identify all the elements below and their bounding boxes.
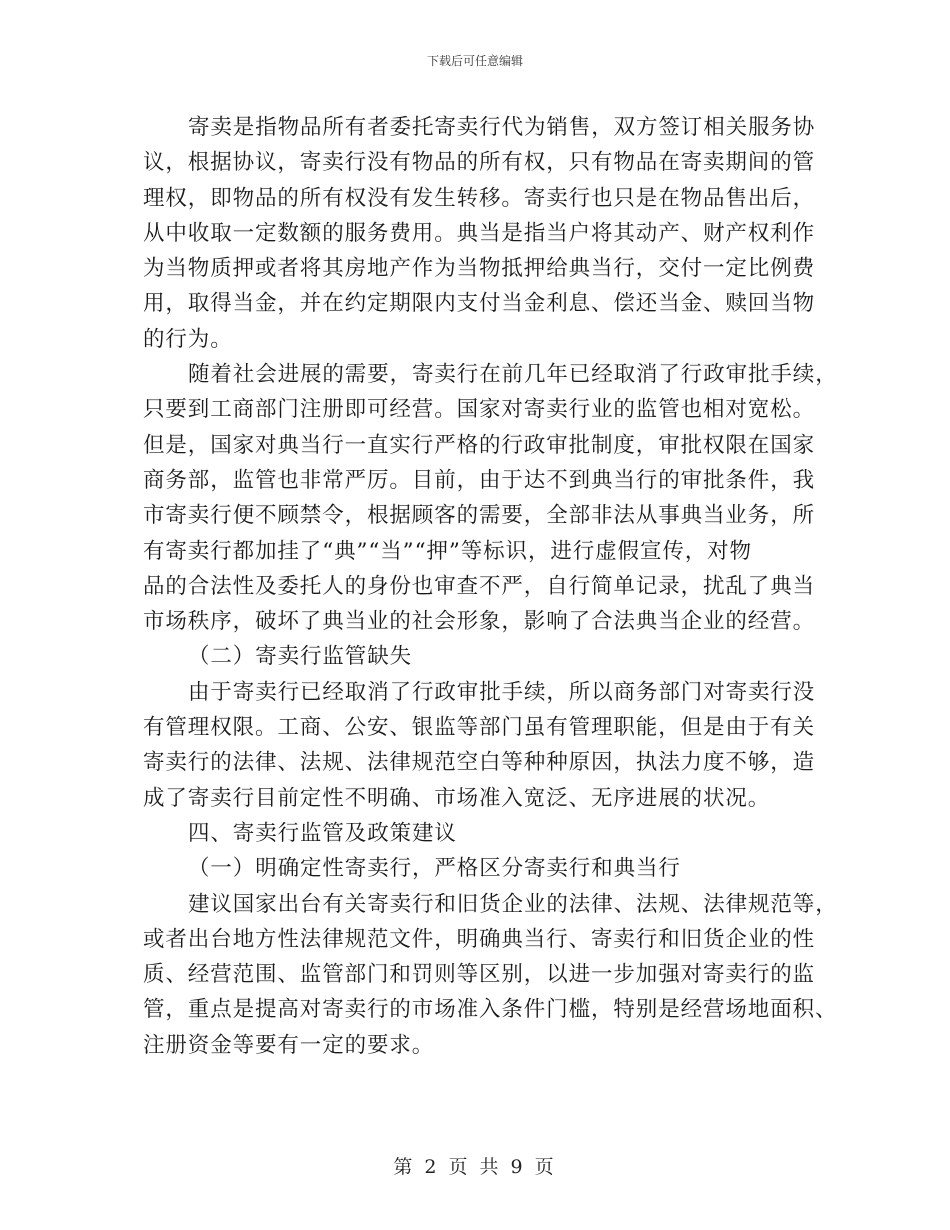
paragraph-consignment-definition	[143, 110, 816, 357]
paragraph-regulation-status	[143, 357, 838, 639]
text-line: 从中收取一定数额的服务费用。典当是指当户将其动产、财产权利作	[143, 220, 816, 246]
text-line: 用，取得当金，并在约定期限内支付当金利息、偿还当金、赎回当物	[143, 291, 816, 317]
text-line: （二）寄卖行监管缺失	[188, 644, 413, 670]
section-heading-policy-suggestions	[143, 816, 807, 851]
text-line: 市场秩序，破坏了典当业的社会形象，影响了合法典当企业的经营。	[143, 609, 816, 635]
text-line: 有寄卖行都加挂了“典”“当”“押”等标识，进行虚假宣传，对物	[143, 538, 752, 564]
text-line: 寄卖行的法律、法规、法律规范空白等种种原因，执法力度不够，造	[143, 750, 816, 776]
page-number-footer: 第 2 页 共 9 页	[393, 1156, 557, 1178]
text-line: 随着社会进展的需要，寄卖行在前几年已经取消了行政审批手续，	[188, 362, 838, 388]
text-line: 品的合法性及委托人的身份也审查不严，自行简单记录，扰乱了典当	[143, 573, 816, 599]
text-line: 有管理权限。工商、公安、银监等部门虽有管理职能，但是由于有关	[143, 715, 816, 741]
text-line: 商务部，监管也非常严厉。目前，由于达不到典当行的审批条件，我	[143, 467, 816, 493]
paragraph-legislation-suggestion	[143, 887, 838, 1063]
text-line: 只要到工商部门注册即可经营。国家对寄卖行业的监管也相对宽松。	[143, 397, 816, 423]
paragraph-supervision-lack	[143, 675, 816, 816]
text-line: 或者出台地方性法律规范文件，明确典当行、寄卖行和旧货企业的性	[143, 926, 816, 952]
text-line: 建议国家出台有关寄卖行和旧货企业的法律、法规、法律规范等，	[188, 891, 838, 917]
text-line: 管，重点是提高对寄卖行的市场准入条件门槛，特别是经营场地面积、	[143, 997, 838, 1023]
text-line: 寄卖是指物品所有者委托寄卖行代为销售，双方签订相关服务协	[188, 115, 816, 140]
subsection-heading-clarify-nature	[143, 851, 807, 886]
text-line: 四、寄卖行监管及政策建议	[188, 820, 457, 846]
text-line: 的行为。	[143, 326, 233, 352]
text-line: 但是，国家对典当行一直实行严格的行政审批制度，审批权限在国家	[143, 432, 816, 458]
text-line: 议，根据协议，寄卖行没有物品的所有权，只有物品在寄卖期间的管	[143, 150, 816, 176]
text-line: 理权，即物品的所有权没有发生转移。寄卖行也只是在物品售出后，	[143, 185, 816, 211]
page-header: 下载后可任意编辑	[426, 54, 523, 68]
text-line: 为当物质押或者将其房地产作为当物抵押给典当行，交付一定比例费	[143, 256, 816, 282]
text-line: （一）明确定性寄卖行，严格区分寄卖行和典当行	[188, 856, 681, 882]
text-line: 成了寄卖行目前定性不明确、市场准入宽泛、无序进展的状况。	[143, 785, 771, 811]
text-line: 注册资金等要有一定的要求。	[143, 1032, 435, 1058]
text-line: 质、经营范围、监管部门和罚则等区别，以进一步加强对寄卖行的监	[143, 962, 816, 988]
section-heading-supervision-lack	[143, 639, 807, 674]
text-line: 市寄卖行便不顾禁令，根据顾客的需要，全部非法从事典当业务，所	[143, 503, 816, 529]
text-line: 由于寄卖行已经取消了行政审批手续，所以商务部门对寄卖行没	[188, 679, 816, 705]
document-body	[143, 110, 838, 1063]
